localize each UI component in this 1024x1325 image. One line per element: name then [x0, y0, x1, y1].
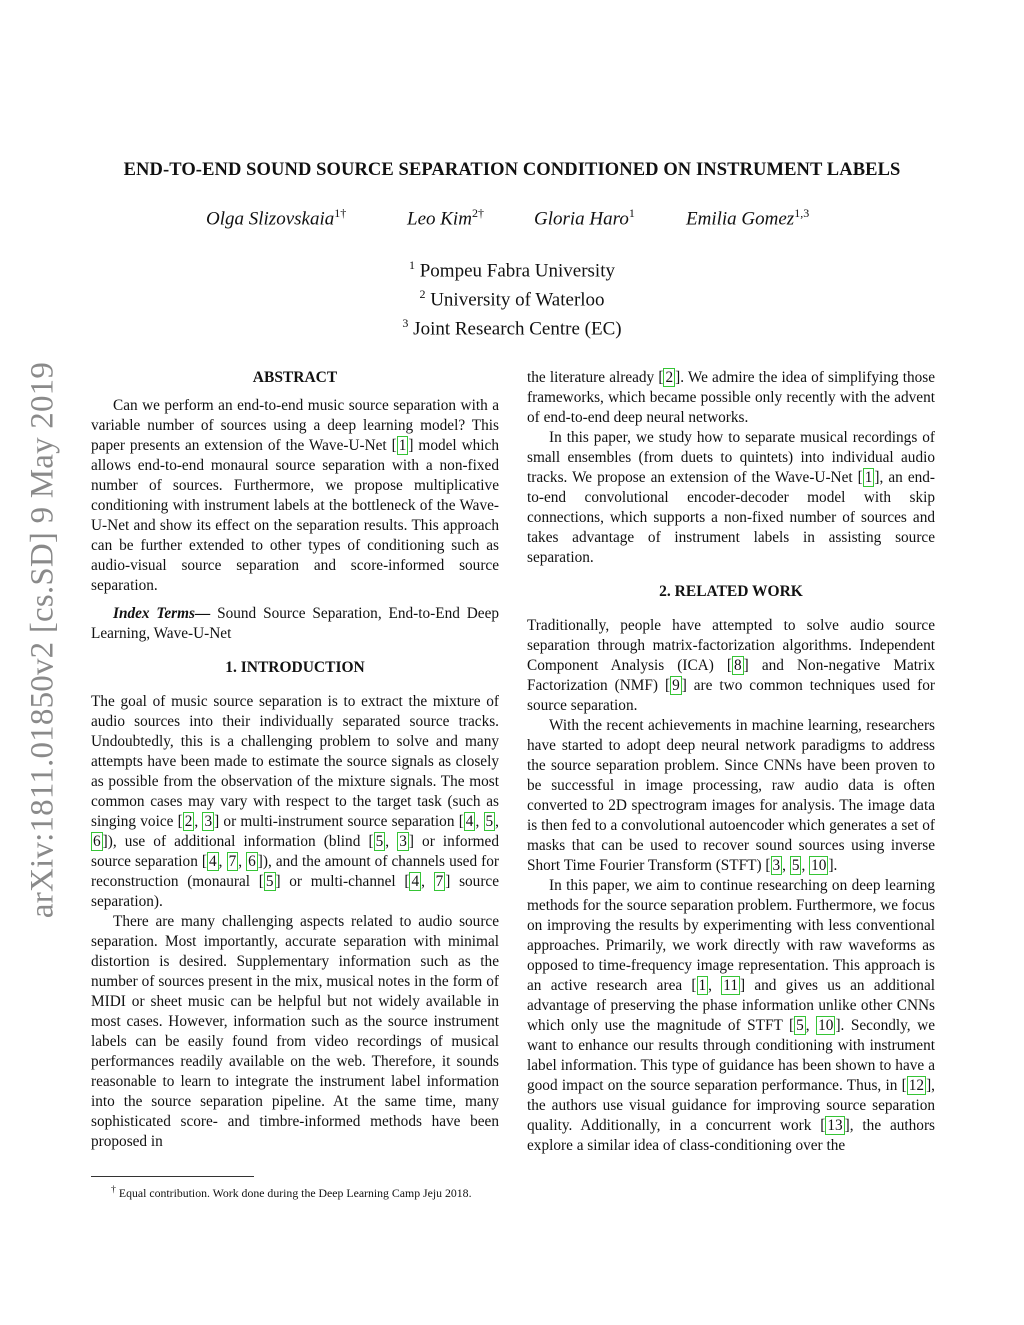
citation-link[interactable]: 6 [93, 833, 101, 850]
author-name: Emilia Gomez$^{1,3}$ [686, 206, 810, 230]
citation-link[interactable]: 2 [184, 813, 193, 830]
citation-link[interactable]: 3 [204, 813, 213, 830]
citation-link[interactable]: 1 [698, 977, 707, 994]
citation-link[interactable]: 5 [796, 1017, 804, 1034]
citation-link[interactable]: 1 [864, 469, 873, 486]
citation-link[interactable]: 9 [672, 677, 680, 694]
citation-link[interactable]: 7 [228, 853, 237, 870]
author-name: Olga Slizovskaia$^{1\dagger}$ [206, 206, 347, 230]
related-paragraph: In this paper, we aim to continue researching on deep learning methods for the source separation problem. Furthermore, we focus on improving the results by experimenting with less conventional approaches. Primarily, we work directly with raw waveforms as opposed to time-frequency image representation. This approach is an active research area [ 1 , 11 ] and gives us an additional advantage of preserving the phase information unlike other CNNs which only use the magnitude of STFT [ 5 , 10 ]. Secondly, we want to enhance our results through conditioning with instrument label information. This type of guidance has been shown to have a good impact on the source separation performance. Thus, in [ 12 ], the authors use visual guidance for improving source separation quality. Additionally, in a concurrent work [ 13 ], the authors explore a similar idea of class-conditioning over the [527, 877, 935, 1154]
citation-link[interactable]: 13 [827, 1117, 843, 1134]
affiliation: $^2$ University of Waterloo [419, 286, 605, 311]
citation-link[interactable]: 4 [411, 873, 420, 890]
citation-link[interactable]: 3 [772, 857, 781, 874]
citation-link[interactable]: 12 [908, 1077, 925, 1094]
arxiv-side-stamp: arXiv:1811.01850v2 [cs.SD] 9 May 2019 [24, 361, 61, 919]
related-paragraph: With the recent achievements in machine learning, researchers have started to adopt deep neural network paradigms to address the source separation problem. Since CNNs have been proven to be successful in image processing, raw audio data is often converted to 2D spectrogram images for analysis. The image data is then fed to a convolutional autoencoder which generates a set of masks that can be used to recover sound sources using inverse Short Time Fourier Transform (STFT) [ 3 , 5 , 10 ]. [527, 717, 935, 874]
citation-link[interactable]: 10 [818, 1017, 834, 1034]
intro-paragraph: The goal of music source separation is to extract the mixture of audio sources into their individually separated source tracks. Undoubtedly, this is a challenging problem to solve and many attempts have been made to estimate the source signals as closely as possible from the observation of the mixture signals. The most common cases may vary with respect to the target task (such as singing voice [ 2 , 3 ] or multi-instrument source separation [ 4 , 5 , 6 ]), use of additional information (blind [ 5 , 3 ] or informed source separation [ 4 , 7 , 6 ]), and the amount of channels used for reconstruction (monaural [ 5 ] or multi-channel [ 4 , 7 ] source separation). [91, 693, 500, 910]
related-work-heading: 2. RELATED WORK [659, 583, 803, 600]
citation-link[interactable]: 5 [791, 857, 800, 874]
citation-link[interactable]: 5 [375, 833, 384, 850]
affiliation: $^3$ Joint Research Centre (EC) [402, 315, 622, 339]
citation-link[interactable]: 7 [435, 873, 444, 890]
citation-link[interactable]: 6 [248, 853, 256, 870]
intro-paragraph: the literature already [ 2 ]. We admire the idea of simplifying those frameworks, which became possible only recently with the advent of end-to-end deep neural networks. [527, 369, 936, 426]
paper-title: END-TO-END SOUND SOURCE SEPARATION CONDITIONED ON INSTRUMENT LABELS [123, 160, 901, 180]
index-terms: Index Terms— Sound Source Separation, End-to-End Deep Learning, Wave-U-Net [91, 605, 500, 642]
author-name: Leo Kim$^{2\dagger}$ [407, 206, 484, 230]
citation-link[interactable]: 3 [399, 833, 407, 850]
citation-link[interactable]: 5 [485, 813, 494, 830]
citation-link[interactable]: 4 [209, 853, 217, 870]
right-column [527, 368, 935, 1156]
author-name: Gloria Haro$^1$ [534, 206, 635, 230]
affiliation-list [0, 254, 1024, 340]
related-paragraph: Traditionally, people have attempted to solve audio source separation through matrix-factorization algorithms. Independent Component Analysis (ICA) [ 8 ] and Non-negative Matrix Factorization (NMF) [ 9 ] are two common techniques used for source separation. [527, 617, 935, 714]
author-list [0, 206, 1024, 236]
introduction-heading: 1. INTRODUCTION [225, 659, 365, 676]
abstract-heading: ABSTRACT [252, 369, 338, 386]
footnote-rule [91, 1176, 254, 1177]
citation-link[interactable]: 1 [398, 437, 407, 454]
left-column [91, 368, 499, 1152]
citation-link[interactable]: 10 [811, 857, 827, 874]
abstract-text: Can we perform an end-to-end music source separation with a variable number of sources using a deep learning model? This paper presents an extension of the Wave-U-Net [ 1 ] model which allows end-to-end monaural source separation with a non-fixed number of sources. Furthermore, we propose multiplicative conditioning with instrument labels at the bottleneck of the Wave-U-Net and show its effect on the separation results. This approach can be further extended to other types of conditioning such as audio-visual source separation and score-informed source separation. [91, 397, 499, 594]
citation-link[interactable]: 4 [465, 813, 474, 830]
intro-paragraph: There are many challenging aspects related to audio source separation. Most importantly, accurate separation with minimal distortion is desired. Supplementary information such as the number of sources present in the mix, musical notes in the form of MIDI or sheet music can be helpful but not widely available in most cases. However, information such as the source instrument labels can be easily found from video recordings of musical performances readily available on the web. Therefore, it sounds reasonable to learn to integrate the instrument label information into the source separation pipeline. At the same time, many sophisticated score- and timbre-informed methods have been proposed in [91, 913, 499, 1150]
citation-link[interactable]: 5 [265, 873, 274, 890]
citation-link[interactable]: 8 [733, 657, 742, 674]
affiliation: $^1$ Pompeu Fabra University [408, 258, 615, 282]
citation-link[interactable]: 11 [723, 977, 738, 994]
citation-link[interactable]: 2 [665, 369, 674, 386]
intro-paragraph: In this paper, we study how to separate musical recordings of small ensembles (from duets to quintets) into individual audio tracks. We propose an extension of the Wave-U-Net [ 1 ], an end-to-end convolutional encoder-decoder model with skip connections, which supports a non-fixed number of sources and takes advantage of instrument labels in assisting source separation. [527, 429, 936, 566]
footnote: † Equal contribution. Work done during the Deep Learning Camp Jeju 2018. [91, 1176, 499, 1202]
